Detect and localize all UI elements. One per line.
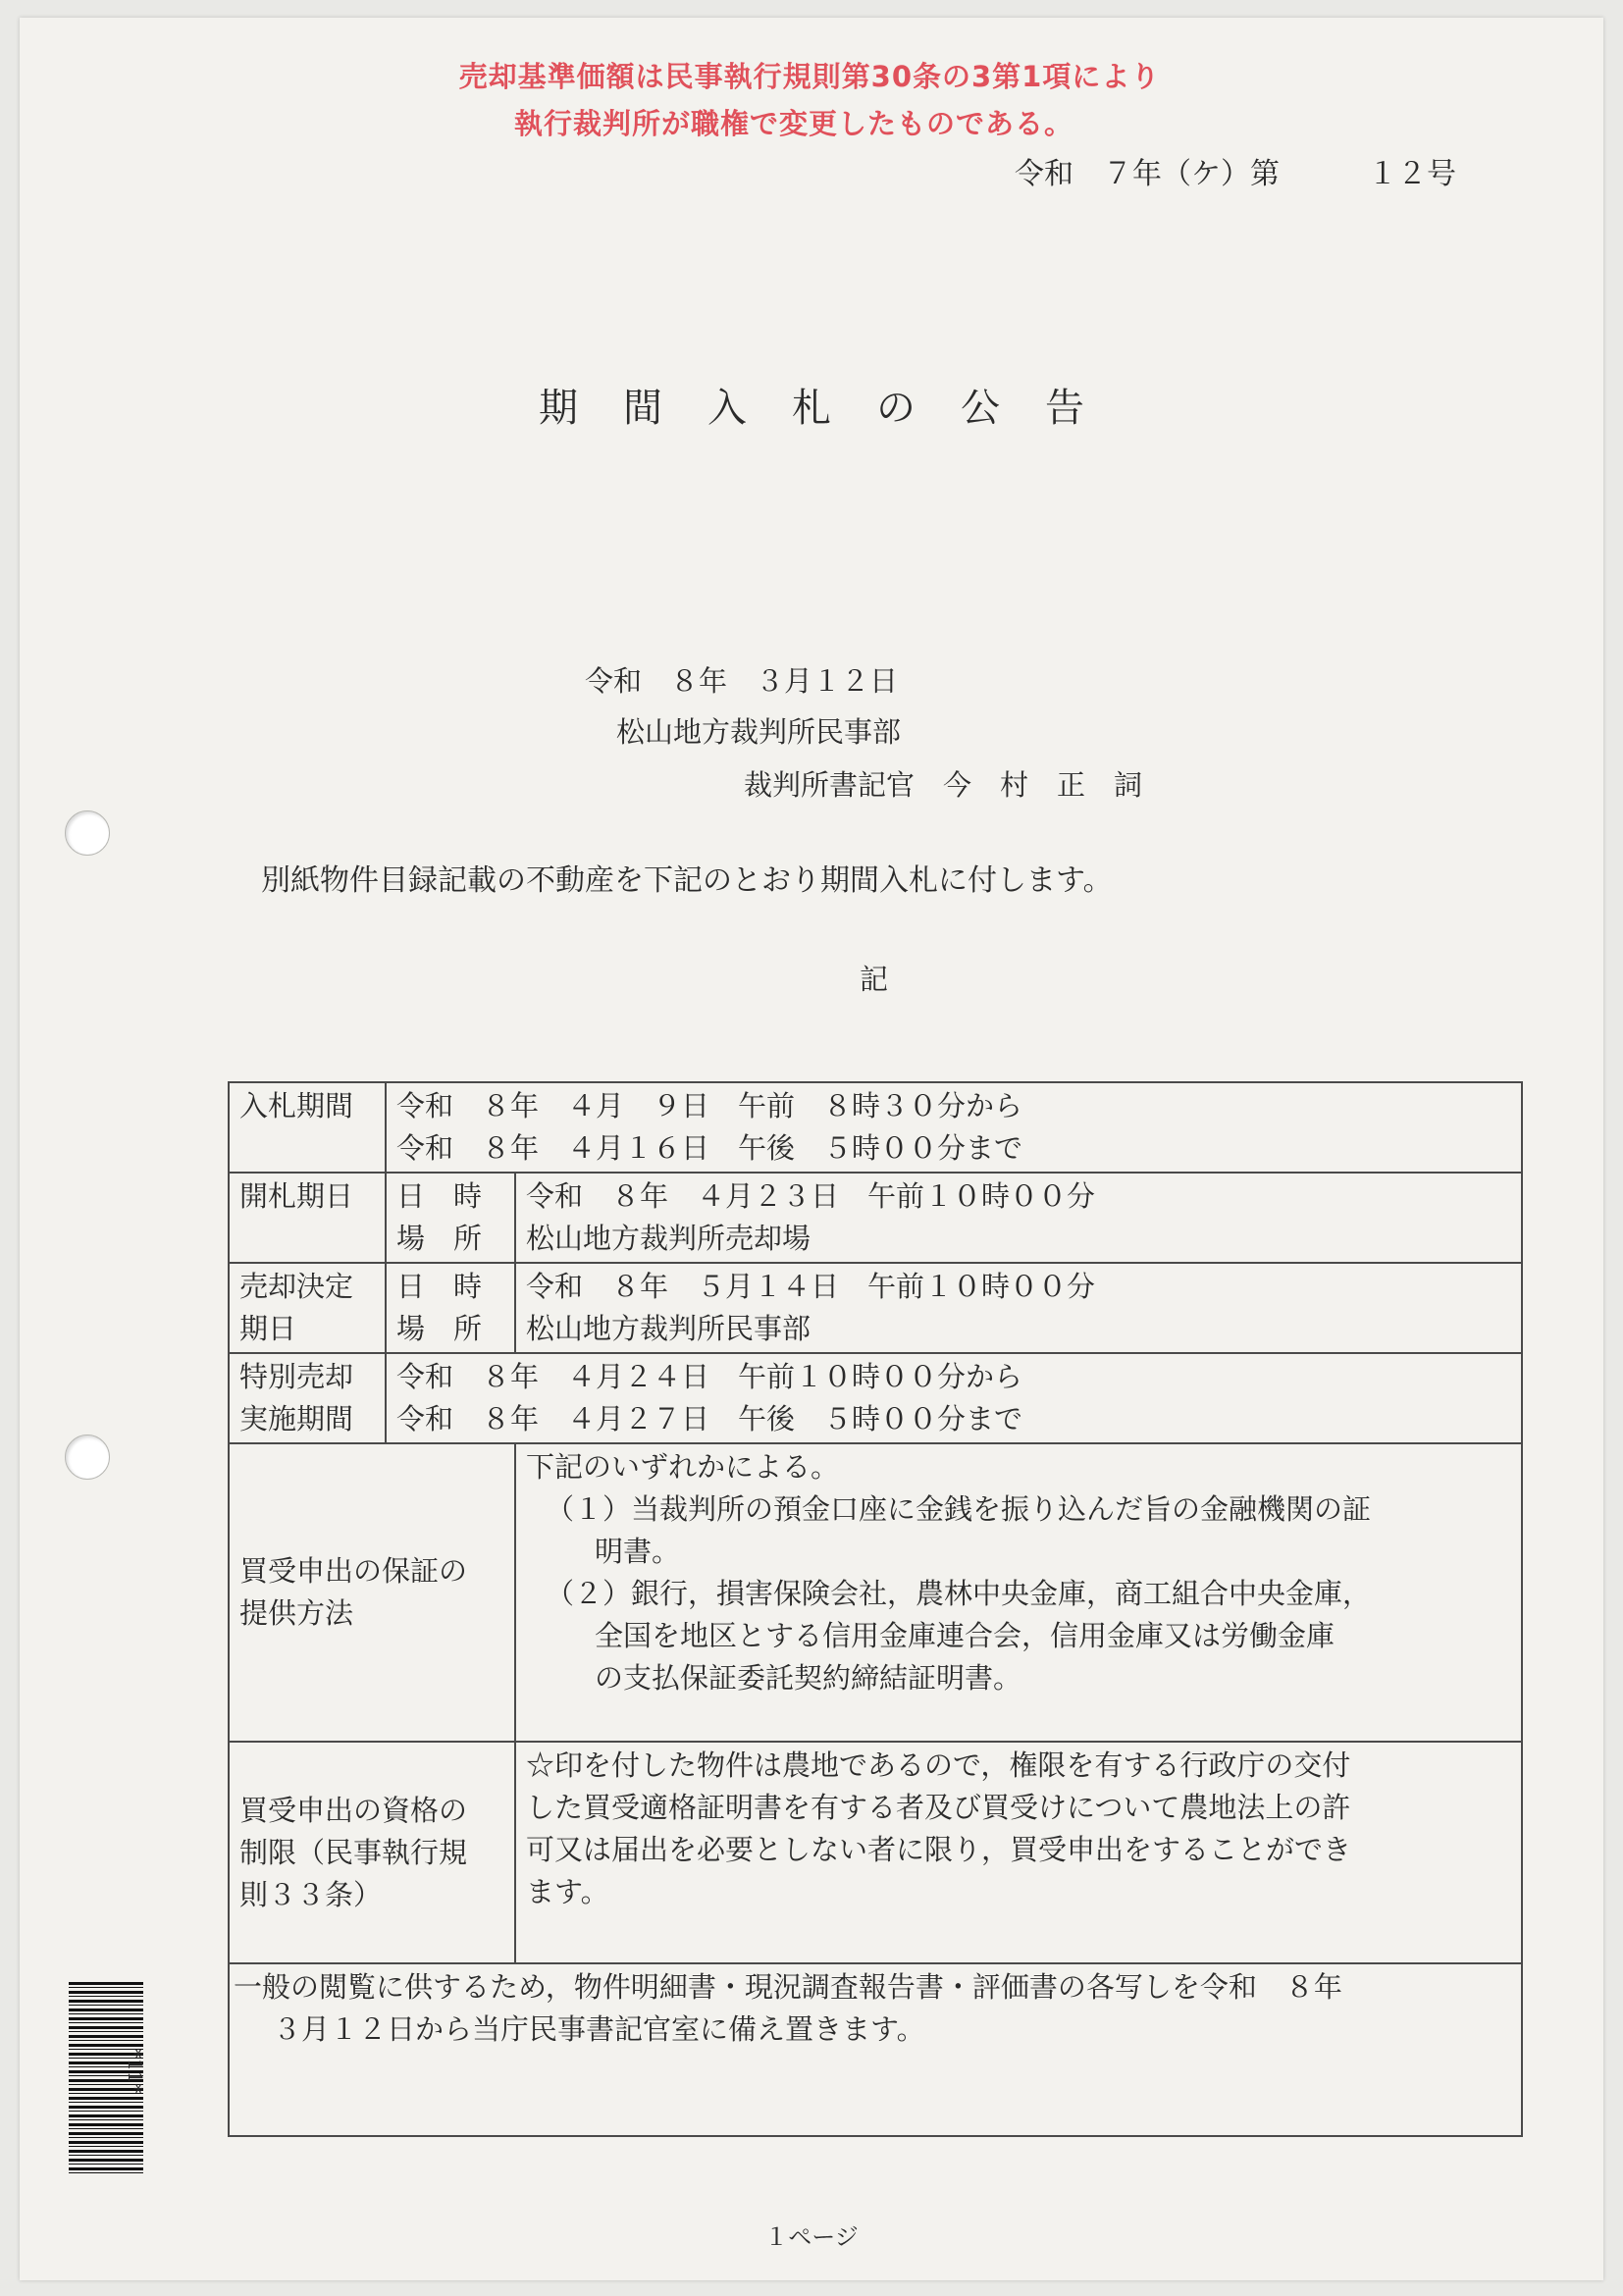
clerk-name: 裁判所書記官 今 村 正 詞	[744, 768, 1143, 802]
special-sale-label-line1: 特別売却	[239, 1360, 354, 1393]
court-name: 松山地方裁判所民事部	[616, 715, 902, 749]
bid-period-label: 入札期間	[229, 1082, 386, 1173]
opening-datetime-label: 日 時	[396, 1179, 483, 1213]
decision-place: 松山地方裁判所民事部	[526, 1312, 812, 1345]
page-title: 期間入札の公告	[539, 386, 1129, 431]
special-sale-value	[386, 1353, 1522, 1443]
page-number: １ページ	[764, 2223, 859, 2251]
decision-datetime-label: 日 時	[396, 1270, 483, 1303]
guarantee-item-2: （２）銀行，損害保険会社，農林中央金庫，商工組合中央金庫，	[546, 1577, 1372, 1610]
decision-values	[515, 1263, 1522, 1353]
table-row-inspection	[229, 1963, 1522, 2136]
decision-sublabels	[386, 1263, 515, 1353]
guarantee-item-1: （１）当裁判所の預金口座に金銭を振り込んだ旨の金融機関の証	[546, 1492, 1372, 1526]
special-sale-end: 令和 ８年 ４月２７日 午後 ５時００分まで	[396, 1402, 1023, 1435]
opening-datetime: 令和 ８年 ４月２３日 午前１０時００分	[526, 1179, 1096, 1213]
guarantee-value	[515, 1443, 1522, 1742]
decision-place-label: 場 所	[396, 1312, 483, 1345]
table-row-decision	[229, 1263, 1522, 1353]
opening-place-label: 場 所	[396, 1222, 483, 1255]
stamp-line-1: 売却基準価額は民事執行規則第30条の3第1項により	[458, 60, 1161, 93]
special-sale-label-line2: 実施期間	[239, 1402, 354, 1435]
stamp-line-2: 執行裁判所が職権で変更したものである。	[513, 107, 1073, 140]
inspection-line-2: ３月１２日から当庁民事書記官室に備え置きます。	[273, 2012, 925, 2046]
table-row-guarantee	[229, 1443, 1522, 1742]
decision-label-line1: 売却決定	[239, 1270, 354, 1303]
opening-place: 松山地方裁判所売却場	[526, 1222, 812, 1255]
guarantee-item-1-cont: 明書。	[595, 1535, 681, 1568]
table-row-opening	[229, 1173, 1522, 1263]
inspection-value	[229, 1963, 1522, 2136]
table-row-special-sale	[229, 1353, 1522, 1443]
inspection-line-1: 一般の閲覧に供するため，物件明細書・現況調査報告書・評価書の各写しを令和 ８年	[234, 1970, 1342, 2004]
auction-info-table	[228, 1081, 1523, 2137]
case-number: 令和 ７年（ケ）第 １２号	[1015, 157, 1456, 191]
table-row-bid-period	[229, 1082, 1522, 1173]
qualification-label-line2: 制限（民事執行規	[239, 1835, 468, 1869]
bid-period-value	[386, 1082, 1522, 1173]
decision-datetime: 令和 ８年 ５月１４日 午前１０時００分	[526, 1270, 1096, 1303]
ki-heading: 記	[860, 963, 889, 996]
bid-period-start: 令和 ８年 ４月 ９日 午前 ８時３０分から	[396, 1089, 1023, 1122]
intro-text: 別紙物件目録記載の不動産を下記のとおり期間入札に付します。	[261, 863, 1113, 898]
guarantee-label	[229, 1443, 515, 1742]
guarantee-item-2-cont2: の支払保証委託契約締結証明書。	[595, 1661, 1022, 1695]
special-sale-start: 令和 ８年 ４月２４日 午前１０時００分から	[396, 1360, 1023, 1393]
qualification-label-line1: 買受申出の資格の	[239, 1793, 468, 1827]
decision-label-line2: 期日	[239, 1312, 297, 1345]
qualification-line-1: ☆印を付した物件は農地であるので，権限を有する行政庁の交付	[526, 1748, 1351, 1782]
punch-hole	[65, 810, 110, 856]
opening-label: 開札期日	[229, 1173, 386, 1263]
bid-period-end: 令和 ８年 ４月１６日 午後 ５時００分まで	[396, 1131, 1023, 1165]
qualification-line-3: 可又は届出を必要としない者に限り，買受申出をすることができ	[526, 1833, 1352, 1866]
special-sale-label	[229, 1353, 386, 1443]
qualification-label-line3: 則３３条）	[239, 1877, 383, 1911]
qualification-line-2: した買受適格証明書を有する者及び買受けについて農地法上の許	[526, 1791, 1351, 1824]
decision-label	[229, 1263, 386, 1353]
issue-date: 令和 ８年 ３月１２日	[585, 664, 899, 698]
opening-values	[515, 1173, 1522, 1263]
guarantee-label-line2: 提供方法	[239, 1596, 354, 1630]
qualification-label	[229, 1742, 515, 1963]
guarantee-intro: 下記のいずれかによる。	[526, 1450, 840, 1484]
punch-hole	[65, 1435, 110, 1480]
qualification-value	[515, 1742, 1522, 1963]
guarantee-item-2-cont1: 全国を地区とする信用金庫連合会，信用金庫又は労働金庫	[595, 1619, 1335, 1652]
barcode-text: *11*	[124, 2049, 147, 2094]
qualification-line-4: ます。	[526, 1875, 609, 1908]
opening-sublabels	[386, 1173, 515, 1263]
table-row-qualification	[229, 1742, 1522, 1963]
guarantee-label-line1: 買受申出の保証の	[239, 1554, 468, 1588]
